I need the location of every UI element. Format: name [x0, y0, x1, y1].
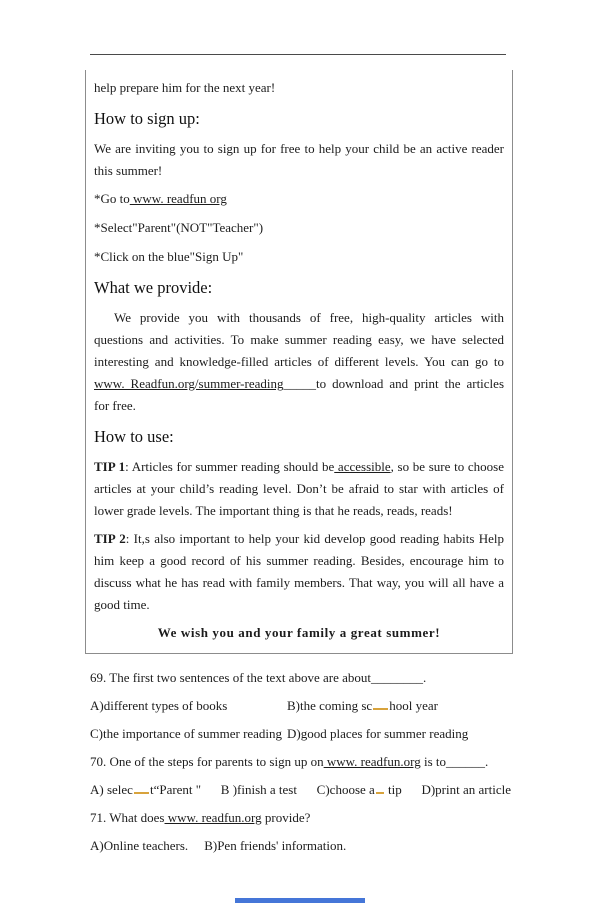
- q70-option-c: [317, 779, 402, 801]
- closing-wish-line: We wish you and your family a great summer!: [157, 625, 441, 640]
- question-71-options-row: [90, 835, 513, 857]
- passage-intro-line: help prepare him for the next year!: [94, 80, 276, 95]
- heading-what-we-provide: What we provide:: [94, 278, 213, 297]
- step-go-text: *Go to: [94, 191, 130, 206]
- readfun-url-text: www. readfun.org: [164, 810, 262, 825]
- q70-option-a-text-pre: A) selec: [90, 782, 133, 797]
- provide-text-run-2: to download and print the articles for free.: [94, 376, 505, 413]
- q70-option-d: D)print an article: [421, 782, 511, 797]
- document-page: [0, 54, 600, 857]
- tip-2-label: TIP 2: [94, 531, 126, 546]
- q70-option-a: [90, 779, 201, 801]
- blank-line: _____: [283, 376, 316, 391]
- tip-2-text-run: : It,s also important to help your kid develop good reading habits Help him keep a good record of his summer reading. Besides, encourage him to discuss what he has read with family members. That way, you will all have a good time.: [94, 531, 504, 612]
- step-select-parent: *Select"Parent"(NOT"Teacher"): [94, 220, 264, 235]
- orange-underline-mark: [373, 705, 388, 710]
- q71-option-a: A)Online teachers.: [90, 838, 189, 853]
- heading-how-to-use: How to use:: [94, 427, 174, 446]
- heading-how-to-sign-up: How to sign up:: [94, 109, 200, 128]
- questions-section: [85, 667, 513, 857]
- orange-underline-mark: [134, 789, 149, 794]
- tip-2-paragraph: [94, 528, 504, 616]
- question-70-options-row: [90, 779, 513, 801]
- q70-stem-text-pre: 70. One of the steps for parents to sign up on: [90, 754, 324, 769]
- orange-underline-mark: [376, 789, 384, 794]
- tip-1-paragraph: [94, 456, 504, 522]
- question-70-stem: [90, 751, 513, 773]
- readfun-url-text: www. readfun.org: [323, 754, 421, 769]
- q70-option-c-text-post: tip: [384, 782, 402, 797]
- header-rule: [90, 54, 506, 55]
- bottom-blue-bar: [235, 898, 365, 903]
- q69-option-b-text-post: hool year: [389, 698, 438, 713]
- q71-stem-text-post: provide?: [261, 810, 311, 825]
- question-69-stem: 69. The first two sentences of the text above are about________.: [90, 670, 427, 685]
- q70-option-a-text-post: t“Parent ": [149, 782, 202, 797]
- q70-stem-text-post: is to______.: [420, 754, 489, 769]
- provide-paragraph: [94, 307, 504, 417]
- q69-option-b-text-pre: B)the coming sc: [287, 698, 373, 713]
- tip-1-text-run-2: , so be sure to choose articles at your child’s reading level. Don’t be afraid to star with articles of lower grade levels. The important thing is that he reads, reads, reads!: [94, 459, 504, 518]
- q69-option-c: C)the importance of summer reading: [90, 726, 283, 741]
- question-69-options-row-1: [90, 695, 513, 717]
- accessible-underlined-word: accessible: [334, 459, 391, 474]
- q70-option-b: B )finish a test: [220, 782, 297, 797]
- q69-option-a: A)different types of books: [90, 698, 228, 713]
- q69-option-b: [287, 695, 438, 717]
- q71-option-b: B)Pen friends' information.: [204, 838, 347, 853]
- q70-option-c-text-pre: C)choose a: [316, 782, 375, 797]
- readfun-url-text: www. readfun org: [129, 191, 227, 206]
- tip-1-label: TIP 1: [94, 459, 126, 474]
- reading-passage-box: [85, 70, 513, 654]
- question-71-stem: [90, 807, 513, 829]
- q71-stem-text-pre: 71. What does: [90, 810, 165, 825]
- summer-reading-url-text: www. Readfun.org/summer-reading: [94, 376, 284, 391]
- step-go-to-site: [94, 188, 504, 210]
- question-69-options-row-2: [90, 723, 513, 745]
- invite-paragraph: We are inviting you to sign up for free to help your child be an active reader this summer!: [94, 141, 504, 178]
- step-click-sign-up: *Click on the blue"Sign Up": [94, 249, 244, 264]
- provide-text-run-1: We provide you with thousands of free, high-quality articles with questions and activities. To make summer reading easy, we have selected interesting and knowledge-filled articles of different levels. You can go to: [94, 310, 504, 369]
- q69-option-d: D)good places for summer reading: [287, 726, 469, 741]
- tip-1-text-run-1: : Articles for summer reading should be: [125, 459, 335, 474]
